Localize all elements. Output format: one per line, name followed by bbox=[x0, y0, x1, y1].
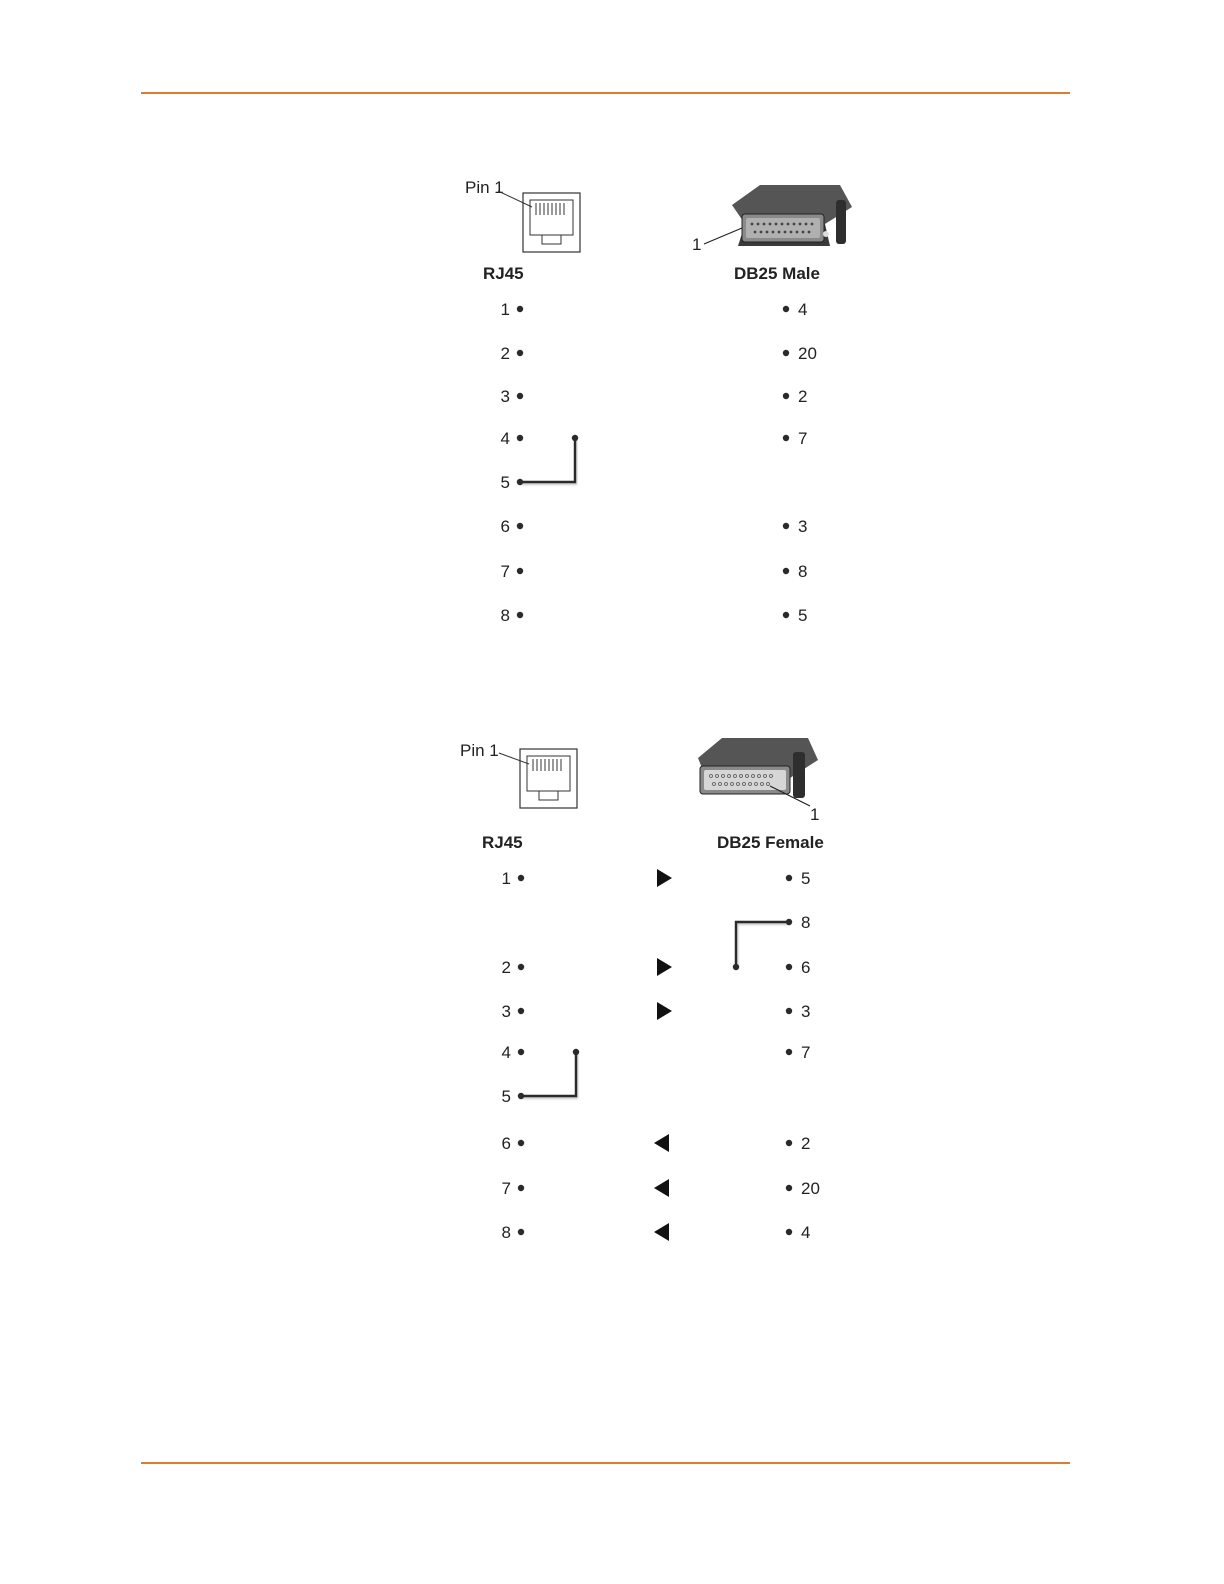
db25-pin-dot bbox=[786, 964, 792, 970]
wire-row bbox=[501, 387, 808, 406]
db25-pin-number: 5 bbox=[801, 869, 811, 888]
db25-pin-dot bbox=[783, 523, 789, 529]
rj45-pin-dot bbox=[517, 523, 523, 529]
rj45-pin-number: 6 bbox=[501, 1134, 511, 1153]
junction-dot bbox=[573, 1049, 579, 1055]
left-connector-label: RJ45 bbox=[483, 264, 524, 283]
rj45-pin-number: 5 bbox=[501, 1087, 511, 1106]
db25-pin-dot bbox=[786, 1229, 792, 1235]
rj45-pin-number: 1 bbox=[500, 300, 510, 319]
wire-row bbox=[501, 517, 808, 536]
rj45-pin-number: 2 bbox=[500, 344, 510, 363]
db25-pin-dot bbox=[783, 612, 789, 618]
db25-male-connector-icon bbox=[704, 185, 852, 246]
rj45-pin1-label: Pin 1 bbox=[460, 741, 499, 760]
wire-row bbox=[501, 300, 808, 319]
rj45-pin-dot bbox=[517, 568, 523, 574]
rj45-pin-number: 8 bbox=[501, 1223, 511, 1242]
wire-row bbox=[502, 1134, 811, 1153]
rj45-pin-dot bbox=[518, 1140, 524, 1146]
wire-row bbox=[502, 1043, 811, 1106]
db25-pin-number: 20 bbox=[798, 344, 817, 363]
db25-pin1-label: 1 bbox=[692, 235, 702, 254]
db25-pin-number: 7 bbox=[798, 429, 808, 448]
db25-jumper-wire bbox=[736, 922, 789, 967]
rj45-pin-dot bbox=[518, 1093, 524, 1099]
db25-pin-number: 7 bbox=[801, 1043, 811, 1062]
db25-pin-number: 20 bbox=[801, 1179, 820, 1198]
wire-row bbox=[501, 606, 808, 625]
wire-row bbox=[501, 562, 808, 581]
right-connector-label: DB25 Female bbox=[717, 833, 824, 852]
wire-list-db25-male bbox=[501, 300, 817, 625]
signal-direction-arrow bbox=[654, 1223, 669, 1241]
rj45-pin-dot bbox=[518, 1229, 524, 1235]
db25-pin-number: 8 bbox=[798, 562, 808, 581]
rj45-pin-number: 6 bbox=[500, 517, 510, 536]
rj45-pin-dot bbox=[518, 875, 524, 881]
rj45-pin-dot bbox=[517, 612, 523, 618]
wire-list-db25-female bbox=[502, 869, 820, 1242]
rj45-pin-number: 8 bbox=[500, 606, 510, 625]
rj45-pin-number: 4 bbox=[501, 1043, 511, 1062]
wire-row bbox=[501, 429, 808, 492]
wire-row bbox=[502, 913, 811, 977]
rj45-pin-number: 4 bbox=[500, 429, 510, 448]
diagram-db25-male bbox=[465, 178, 852, 625]
signal-direction-arrow bbox=[654, 1179, 669, 1197]
db25-pin-dot bbox=[786, 919, 792, 925]
db25-pin-dot bbox=[786, 1185, 792, 1191]
db25-pin-dot bbox=[786, 1049, 792, 1055]
wire-row bbox=[502, 1002, 811, 1021]
db25-pin-number: 6 bbox=[801, 958, 811, 977]
signal-direction-arrow bbox=[654, 1134, 669, 1152]
rj45-jumper-wire bbox=[521, 1052, 576, 1096]
db25-pin-number: 3 bbox=[798, 517, 808, 536]
db25-pin-dot bbox=[783, 568, 789, 574]
signal-direction-arrow bbox=[657, 869, 672, 887]
rj45-pin-number: 3 bbox=[500, 387, 510, 406]
diagram-db25-female bbox=[460, 738, 824, 1242]
rj45-pin-number: 7 bbox=[501, 1179, 511, 1198]
rj45-pin-number: 2 bbox=[501, 958, 511, 977]
rj45-jumper-wire bbox=[520, 438, 575, 482]
rj45-pin-dot bbox=[517, 393, 523, 399]
db25-pin-number: 5 bbox=[798, 606, 808, 625]
rj45-pin-dot bbox=[518, 1008, 524, 1014]
rj45-pin1-label: Pin 1 bbox=[465, 178, 504, 197]
db25-pin-dot bbox=[786, 875, 792, 881]
db25-pin-number: 2 bbox=[801, 1134, 811, 1153]
rj45-pin-dot bbox=[518, 1049, 524, 1055]
rj45-pin-dot bbox=[517, 435, 523, 441]
rj45-pin-dot bbox=[517, 350, 523, 356]
rj45-pin-number: 3 bbox=[501, 1002, 511, 1021]
db25-pin-number: 3 bbox=[801, 1002, 811, 1021]
rj45-pin-dot bbox=[517, 306, 523, 312]
rj45-pin-dot bbox=[518, 1185, 524, 1191]
left-connector-label: RJ45 bbox=[482, 833, 523, 852]
db25-pin-dot bbox=[783, 393, 789, 399]
wire-row bbox=[502, 869, 811, 888]
wire-row bbox=[502, 1179, 820, 1198]
wire-row bbox=[501, 344, 817, 363]
db25-pin-dot bbox=[783, 435, 789, 441]
db25-pin-number: 4 bbox=[801, 1223, 811, 1242]
right-connector-label: DB25 Male bbox=[734, 264, 820, 283]
rj45-pin-dot bbox=[517, 479, 523, 485]
rj45-pin-number: 5 bbox=[500, 473, 510, 492]
rj45-jack-icon bbox=[498, 191, 580, 252]
rj45-pin-dot bbox=[518, 964, 524, 970]
wire-row bbox=[502, 1223, 811, 1242]
db25-pin-dot bbox=[786, 1140, 792, 1146]
db25-pin-number: 4 bbox=[798, 300, 808, 319]
junction-dot bbox=[572, 435, 578, 441]
rj45-pin-number: 1 bbox=[501, 869, 511, 888]
rj45-jack-icon bbox=[499, 749, 577, 808]
db25-female-connector-icon bbox=[698, 738, 818, 806]
db25-pin-dot bbox=[783, 306, 789, 312]
db25-pin-number: 8 bbox=[801, 913, 811, 932]
db25-pin-dot bbox=[786, 1008, 792, 1014]
junction-dot bbox=[733, 964, 739, 970]
signal-direction-arrow bbox=[657, 958, 672, 976]
db25-pin-dot bbox=[783, 350, 789, 356]
rj45-pin-number: 7 bbox=[500, 562, 510, 581]
db25-pin-number: 2 bbox=[798, 387, 808, 406]
db25-pin1-label: 1 bbox=[810, 805, 820, 824]
signal-direction-arrow bbox=[657, 1002, 672, 1020]
